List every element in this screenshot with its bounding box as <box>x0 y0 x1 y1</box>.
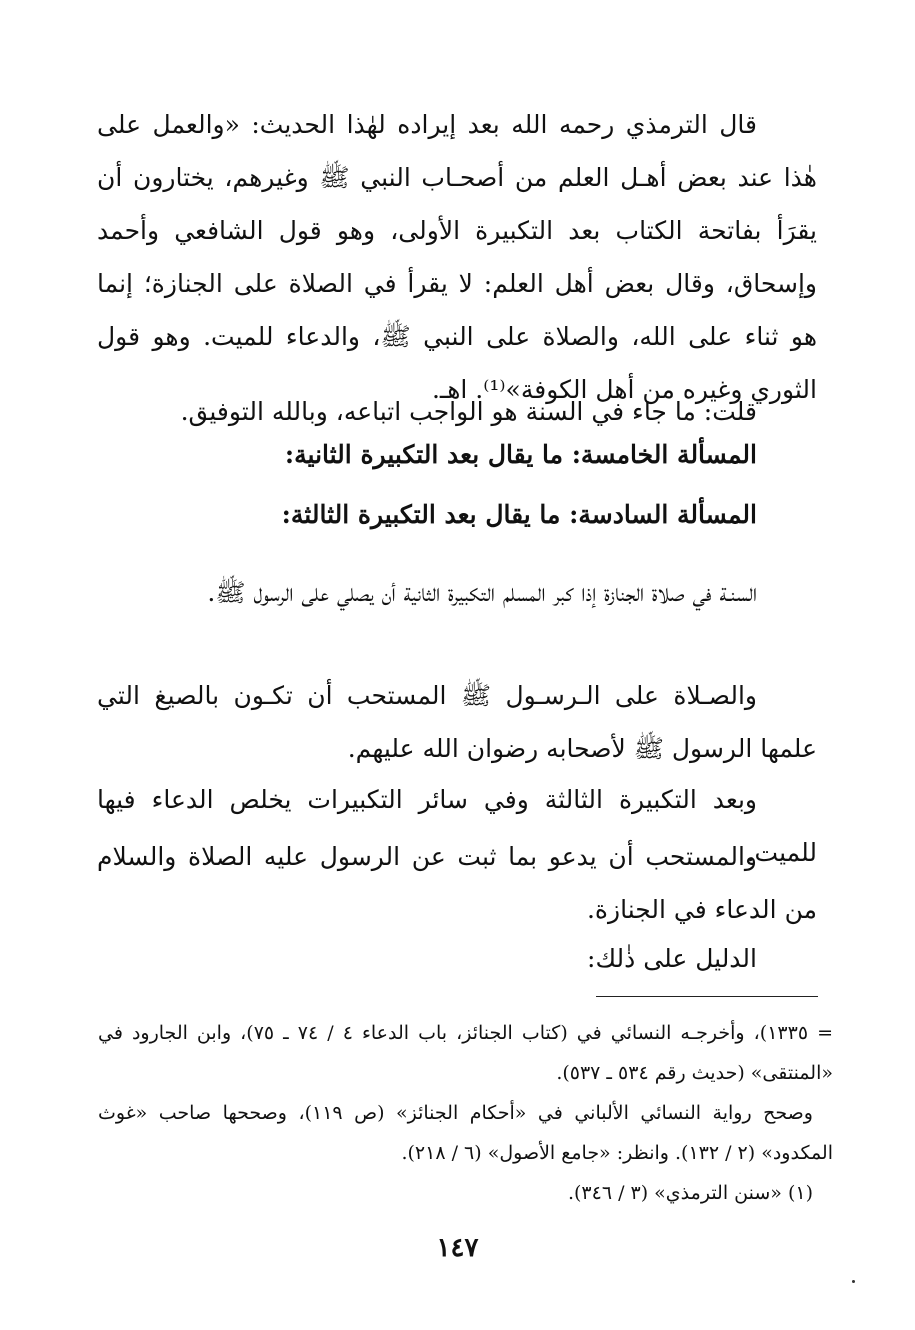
paragraph-second-takbir: السنـة في صلاة الجنازة إذا كبر المسلم التكبيرة الثانية أن يصلي على الرسول ﷺ. <box>207 578 757 607</box>
paragraph-author-note: قلت: ما جاء في السنة هو الواجب اتباعه، وبالله التوفيق. <box>180 397 757 426</box>
paragraph-salat-on-prophet: والصـلاة على الـرسـول ﷺ المستحب أن تكـون بالصيغ التي علمها الرسول ﷺ لأصحابه رضوان الله عليهم. <box>97 681 817 763</box>
footnote-authentication: وصحح رواية النسائي الألباني في «أحكام الجنائز» (ص ١١٩)، وصححها صاحب «غوث المكدود» (٢ / ١٣٢). وانظر: «جامع الأصول» (٦ / ٢١٨). <box>98 1102 833 1164</box>
footnote-1: (١) «سنن الترمذي» (٣ / ٣٤٦). <box>567 1182 813 1204</box>
paragraph-tirmidhi-quote: قال الترمذي رحمه الله بعد إيراده لهٰذا الحديث: «والعمل على هٰذا عند بعض أهـل العلم من أصحـاب النبي ﷺ وغيرهم، يختارون أن يقرَأ بفاتحة الكتاب بعد التكبيرة الأولى، وهو قول الشافعي وأحمد وإسحاق، وقال بعض أهل العلم: لا يقرأ في الصلاة على الجنازة؛ إنما هو ثناء على الله، والصلاة على النبي ﷺ، والدعاء للميت. وهو قول الثوري وغيره من أهل الكوفة»⁽¹⁾. اهـ. <box>97 110 817 404</box>
footnote-separator <box>596 996 818 997</box>
paragraph-evidence-intro: الدليل على ذٰلك: <box>587 944 757 973</box>
heading-fifth-issue: المسألة الخامسة: ما يقال بعد التكبيرة الثانية: <box>284 440 757 469</box>
footnote-continuation: = ١٣٣٥)، وأخرجـه النسائي في (كتاب الجنائز، باب الدعاء ٤ / ٧٤ ـ ٧٥)، وابن الجارود في «المنتقى» (حديث رقم ٥٣٤ ـ ٥٣٧). <box>98 1022 833 1084</box>
paragraph-third-takbir: وبعد التكبيرة الثالثة وفي سائر التكبيرات يخلص الدعاء فيها للميت. <box>97 785 817 867</box>
paragraph-recommended-dua: والمستحب أن يدعو بما ثبت عن الرسول عليه الصلاة والسلام من الدعاء في الجنازة. <box>97 842 817 924</box>
page-number: ١٤٧ <box>436 1233 479 1263</box>
heading-sixth-issue: المسألة السادسة: ما يقال بعد التكبيرة الثالثة: <box>281 500 757 529</box>
scan-speck <box>852 1280 855 1283</box>
